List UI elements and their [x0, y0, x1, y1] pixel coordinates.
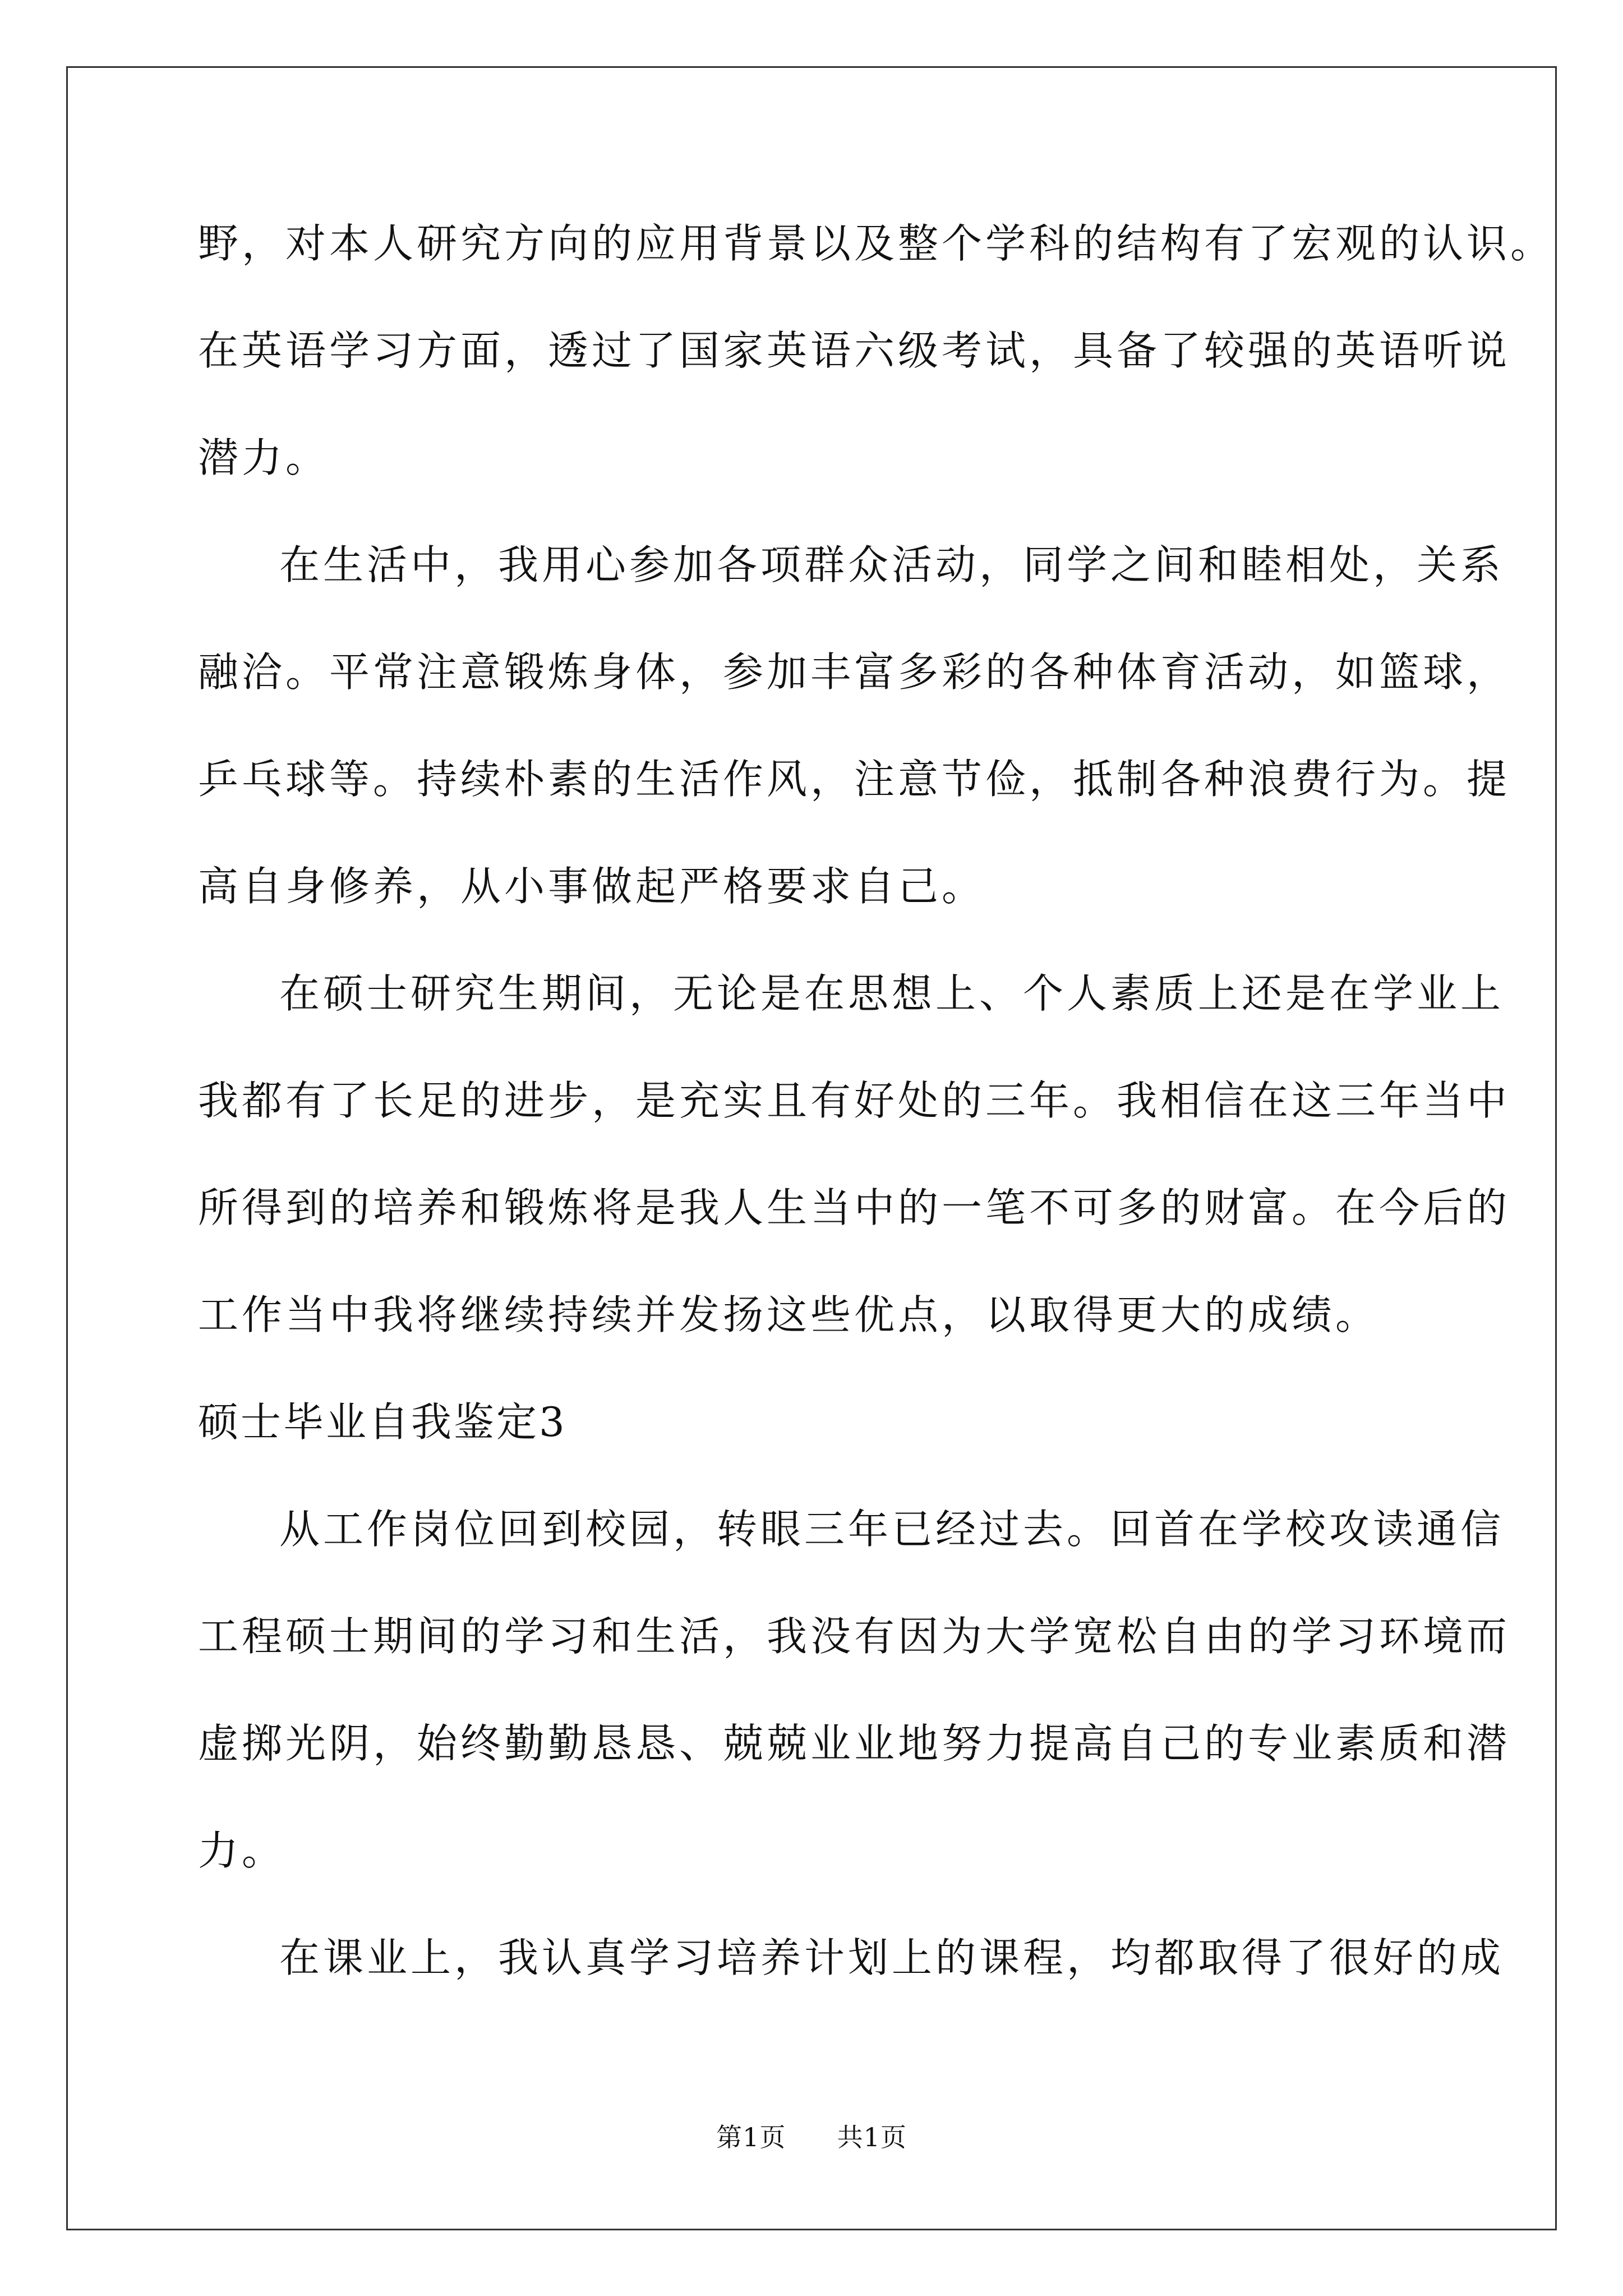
paragraph-start-line: 在课业上，我认真学习培养计划上的课程，均都取得了很好的成 — [279, 1934, 1505, 1981]
text-line: 我都有了长足的进步，是充实且有好处的三年。我相信在这三年当中 — [198, 1077, 1511, 1124]
document-body — [198, 213, 1555, 2035]
text-line: 虚掷光阴，始终勤勤恳恳、兢兢业业地努力提高自己的专业素质和潜 — [198, 1720, 1511, 1767]
page-total: 共1页 — [837, 2122, 907, 2152]
section-heading: 硕士毕业自我鉴定3 — [198, 1398, 567, 1446]
paragraph-start-line: 从工作岗位回到校园，转眼三年已经过去。回首在学校攻读通信 — [279, 1506, 1505, 1553]
text-line: 在英语学习方面，透过了国家英语六级考试，具备了较强的英语听说 — [198, 327, 1511, 374]
text-line: 潜力。 — [198, 434, 330, 481]
text-line: 乒乓球等。持续朴素的生活作风，注意节俭，抵制各种浪费行为。提 — [198, 756, 1511, 803]
text-line: 所得到的培养和锻炼将是我人生当中的一笔不可多的财富。在今后的 — [198, 1184, 1511, 1231]
text-line: 工程硕士期间的学习和生活，我没有因为大学宽松自由的学习环境而 — [198, 1613, 1511, 1660]
text-line: 高自身修养，从小事做起严格要求自己。 — [198, 863, 986, 910]
paragraph-start-line: 在生活中，我用心参加各项群众活动，同学之间和睦相处，关系 — [279, 541, 1505, 588]
text-line: 野，对本人研究方向的应用背景以及整个学科的结构有了宏观的认识。 — [198, 220, 1555, 267]
page-number: 第1页 — [716, 2122, 786, 2152]
text-line: 工作当中我将继续持续并发扬这些优点，以取得更大的成绩。 — [198, 1291, 1380, 1338]
paragraph-start-line: 在硕士研究生期间，无论是在思想上、个人素质上还是在学业上 — [279, 970, 1505, 1017]
page-footer — [0, 2120, 1623, 2154]
text-line: 力。 — [198, 1827, 286, 1874]
text-line: 融洽。平常注意锻炼身体，参加丰富多彩的各种体育活动，如篮球， — [198, 648, 1511, 696]
